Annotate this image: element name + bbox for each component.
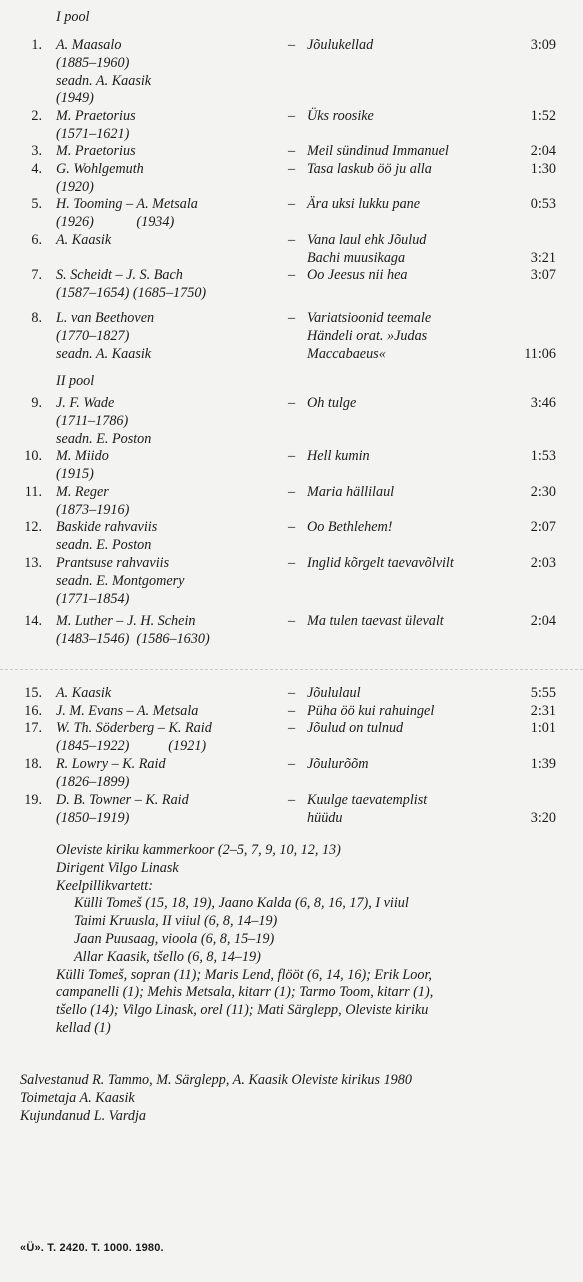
dash: – [288, 756, 296, 772]
track-composer: H. Tooming – A. Metsala (1926) (1934) [56, 196, 198, 230]
track-number: 11. [24, 484, 42, 500]
track-duration: 2:04 [530, 613, 556, 629]
dash: – [288, 685, 296, 701]
section-heading: I pool [56, 9, 90, 25]
dash: – [288, 161, 296, 177]
recording-line: Kujundanud L. Vardja [20, 1107, 146, 1124]
performers-credits [56, 842, 561, 1038]
track-duration: 3:09 [530, 37, 556, 53]
dash: – [288, 143, 296, 159]
track-duration: 1:53 [530, 448, 556, 464]
track-title: Maria hällilaul [307, 484, 395, 500]
credit-line: tšello (14); Vilgo Linask, orel (11); Mati Särglepp, Oleviste kiriku [56, 1002, 429, 1019]
credit-line: Dirigent Vilgo Linask [56, 859, 179, 876]
track-composer: M. Praetorius (1571–1621) [56, 108, 136, 142]
dash: – [288, 792, 296, 808]
track-title: Variatsioonid teemale Händeli orat. »Judas Maccabaeus« [307, 310, 432, 362]
track-title: Jõulud on tulnud [307, 720, 404, 736]
track-number: 6. [31, 232, 42, 248]
track-title: Jõulukellad [307, 37, 374, 53]
dash: – [288, 519, 296, 535]
credit-line: Taimi Kruusla, II viiul (6, 8, 14–19) [74, 913, 278, 930]
track-duration: 1:01 [530, 720, 556, 736]
track-composer: L. van Beethoven (1770–1827) seadn. A. Kaasik [56, 310, 155, 362]
track-title: Oh tulge [307, 395, 357, 411]
dash: – [288, 310, 296, 326]
track-composer: S. Scheidt – J. S. Bach (1587–1654) (1685–1750) [56, 267, 207, 301]
track-duration: 0:53 [530, 196, 556, 212]
track-composer: M. Reger (1873–1916) [56, 484, 130, 518]
track-composer: M. Praetorius [56, 143, 136, 159]
track-number: 10. [24, 448, 42, 464]
credit-line: Allar Kaasik, tšello (6, 8, 14–19) [74, 948, 261, 965]
track-duration: 11:06 [524, 345, 556, 362]
track-number: 2. [31, 108, 42, 124]
imprint-footer: «Ü». T. 2420. T. 1000. 1980. [20, 1242, 164, 1254]
credit-line: Oleviste kiriku kammerkoor (2–5, 7, 9, 10, 12, 13) [56, 842, 341, 858]
track-number: 12. [24, 519, 42, 535]
track-duration: 1:39 [530, 756, 556, 772]
track-duration: 2:30 [530, 484, 556, 500]
track-composer: A. Kaasik [56, 232, 112, 248]
track-title: Kuulge taevatemplist hüüdu [307, 792, 428, 826]
track-number: 8. [31, 310, 42, 326]
track-title: Tasa laskub öö ju alla [307, 161, 432, 177]
credit-line: Külli Tomeš, sopran (11); Maris Lend, flööt (6, 14, 16); Erik Loor, [56, 966, 432, 983]
track-composer: A. Kaasik [56, 685, 112, 701]
track-number: 5. [31, 196, 42, 212]
track-title: Ma tulen taevast ülevalt [307, 613, 444, 629]
dash: – [288, 555, 296, 571]
track-number: 13. [24, 555, 42, 571]
credit-line: Jaan Puusaag, vioola (6, 8, 15–19) [74, 930, 275, 947]
track-number: 19. [24, 792, 42, 808]
track-composer: Prantsuse rahvaviis seadn. E. Montgomery (1771–1854) [56, 555, 185, 607]
credit-line: campanelli (1); Mehis Metsala, kitarr (1); Tarmo Toom, kitarr (1), [56, 984, 434, 1001]
dash: – [288, 37, 296, 53]
dash: – [288, 484, 296, 500]
track-title: Inglid kõrgelt taevavõlvilt [307, 555, 454, 571]
track-composer: W. Th. Söderberg – K. Raid (1845–1922) (1921) [56, 720, 212, 754]
track-number: 14. [24, 613, 42, 629]
dash: – [288, 613, 296, 629]
track-title: Ära uksi lukku pane [307, 196, 421, 212]
credit-line: Keelpillikvartett: [56, 877, 153, 894]
credit-line: Külli Tomeš (15, 18, 19), Jaano Kalda (6, 8, 16, 17), I viiul [74, 895, 409, 912]
track-duration: 2:07 [530, 519, 556, 535]
track-title: Oo Bethlehem! [307, 519, 393, 535]
track-number: 7. [31, 267, 42, 283]
credit-line: kellad (1) [56, 1019, 111, 1036]
track-title: Jõululaul [307, 685, 361, 701]
track-duration: 3:46 [530, 395, 556, 411]
track-number: 4. [31, 161, 42, 177]
track-number: 17. [24, 720, 42, 736]
dash: – [288, 108, 296, 124]
track-composer: J. F. Wade (1711–1786) seadn. E. Poston [56, 395, 152, 447]
track-duration: 1:52 [530, 108, 556, 124]
track-duration: 2:31 [530, 703, 556, 719]
recording-credits [20, 1072, 412, 1125]
track-composer: M. Luther – J. H. Schein (1483–1546) (1586–1630) [56, 613, 210, 647]
track-duration: 3:21 [530, 249, 556, 266]
dash: – [288, 720, 296, 736]
track-composer: M. Miido (1915) [56, 448, 109, 482]
track-duration: 2:03 [530, 555, 556, 571]
track-title: Püha öö kui rahuingel [307, 703, 435, 719]
track-duration: 1:30 [530, 161, 556, 177]
track-duration: 2:04 [530, 143, 556, 159]
track-composer: D. B. Towner – K. Raid (1850–1919) [56, 792, 189, 826]
track-composer: R. Lowry – K. Raid (1826–1899) [56, 756, 166, 790]
track-number: 15. [24, 685, 42, 701]
track-number: 9. [31, 395, 42, 411]
track-title: Oo Jeesus nii hea [307, 267, 408, 283]
track-composer: A. Maasalo (1885–1960) seadn. A. Kaasik (1949) [56, 37, 152, 107]
section-heading: II pool [56, 373, 95, 389]
track-number: 18. [24, 756, 42, 772]
track-duration: 5:55 [530, 685, 556, 701]
dash: – [288, 232, 296, 248]
track-composer: Baskide rahvaviis seadn. E. Poston [56, 519, 158, 553]
track-number: 16. [24, 703, 42, 719]
dash: – [288, 448, 296, 464]
dash: – [288, 196, 296, 212]
track-title: Üks roosike [307, 108, 374, 124]
track-title: Meil sündinud Immanuel [307, 143, 449, 159]
track-composer: J. M. Evans – A. Metsala [56, 703, 199, 719]
track-duration: 3:07 [530, 267, 556, 283]
recording-line: Salvestanud R. Tammo, M. Särglepp, A. Kaasik Oleviste kirikus 1980 [20, 1072, 412, 1088]
recording-line: Toimetaja A. Kaasik [20, 1089, 135, 1106]
track-number: 3. [31, 143, 42, 159]
track-composer: G. Wohlgemuth (1920) [56, 161, 144, 195]
page-divider [0, 669, 583, 670]
dash: – [288, 703, 296, 719]
track-duration: 3:20 [530, 809, 556, 826]
track-title: Hell kumin [307, 448, 370, 464]
dash: – [288, 395, 296, 411]
dash: – [288, 267, 296, 283]
track-number: 1. [31, 37, 42, 53]
track-title: Vana laul ehk Jõulud Bachi muusikaga [307, 232, 427, 266]
track-title: Jõulurõõm [307, 756, 369, 772]
